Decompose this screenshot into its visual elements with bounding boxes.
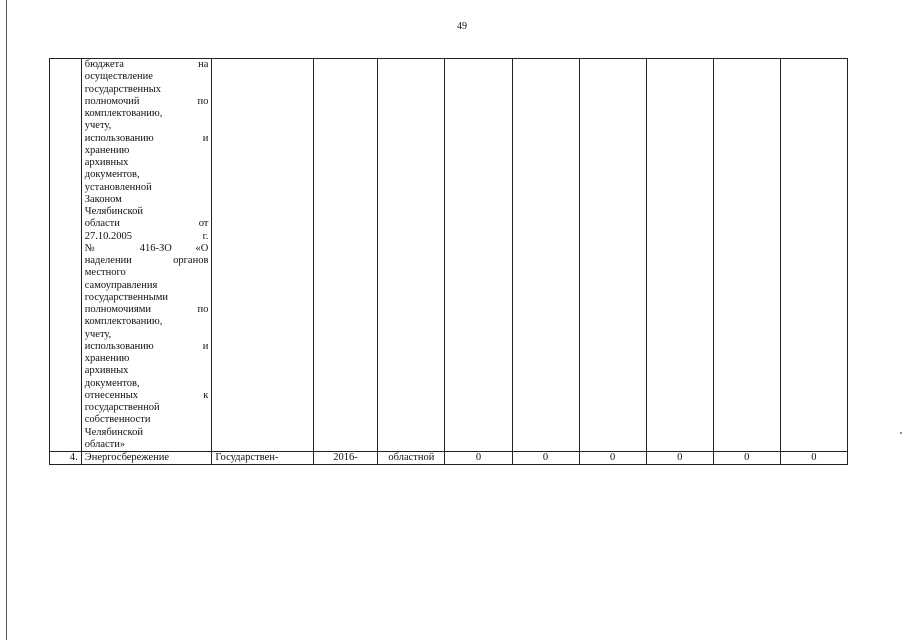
text-line: государственными	[84, 291, 169, 303]
text-line: 27.10.2005 г.	[84, 230, 209, 242]
text-line: установленной	[84, 181, 152, 193]
cell-name	[81, 59, 212, 452]
program-name: Энергосбережение	[81, 452, 212, 465]
text-line: отнесенных к	[84, 389, 209, 401]
cell-value	[512, 59, 579, 452]
text-line: Челябинской	[84, 206, 143, 217]
text-line: архивных	[84, 157, 129, 168]
text-line: учету,	[84, 328, 112, 340]
value-1: 0	[445, 452, 512, 465]
text-line: осуществление	[84, 71, 153, 83]
text-line: бюджета на	[84, 59, 209, 70]
responsible: Государствен-	[212, 452, 313, 465]
value-2: 0	[512, 452, 579, 465]
page-number: 49	[457, 21, 467, 32]
text-line: комплектованию,	[84, 108, 163, 119]
text-line: государственных	[84, 83, 162, 95]
scan-left-edge	[6, 0, 7, 640]
cell-term	[313, 59, 378, 452]
continuation-text	[85, 59, 209, 451]
text-line: № 416-ЗО «О	[84, 242, 209, 254]
cell-value	[713, 59, 780, 452]
text-line: области»	[84, 438, 126, 450]
text-line: архивных	[84, 365, 129, 377]
table-row-4	[50, 452, 848, 465]
text-line: государственной	[84, 402, 160, 413]
text-line: использованию и	[84, 132, 209, 144]
cell-value	[579, 59, 646, 452]
text-line: хранению	[84, 353, 130, 364]
table-row-continuation	[50, 59, 848, 452]
text-line: учету,	[84, 120, 112, 132]
value-3: 0	[579, 452, 646, 465]
text-line: полномочий по	[84, 95, 209, 107]
row-number: 4.	[50, 452, 82, 465]
value-5: 0	[713, 452, 780, 465]
text-line: документов,	[84, 377, 140, 389]
cell-number	[50, 59, 82, 452]
text-line: использованию и	[84, 340, 209, 352]
text-line: местного	[84, 267, 126, 279]
scan-speck	[900, 432, 902, 434]
text-line: Законом	[84, 193, 122, 205]
cell-responsible	[212, 59, 313, 452]
value-6: 0	[780, 452, 847, 465]
text-line: документов,	[84, 169, 140, 181]
text-line: полномочиями по	[84, 304, 209, 315]
cell-value	[445, 59, 512, 452]
text-line: области от	[84, 218, 209, 230]
text-line: Челябинской	[84, 426, 143, 438]
funding-source: областной	[378, 452, 445, 465]
term: 2016-	[313, 452, 378, 465]
cell-value	[646, 59, 713, 452]
text-line: хранению	[84, 144, 130, 156]
text-line: самоуправления	[84, 279, 158, 291]
value-4: 0	[646, 452, 713, 465]
text-line: собственности	[84, 414, 151, 426]
cell-value	[780, 59, 847, 452]
text-line: комплектованию,	[84, 316, 163, 328]
program-table	[49, 58, 848, 465]
text-line: наделении органов	[84, 255, 209, 266]
cell-source	[378, 59, 445, 452]
